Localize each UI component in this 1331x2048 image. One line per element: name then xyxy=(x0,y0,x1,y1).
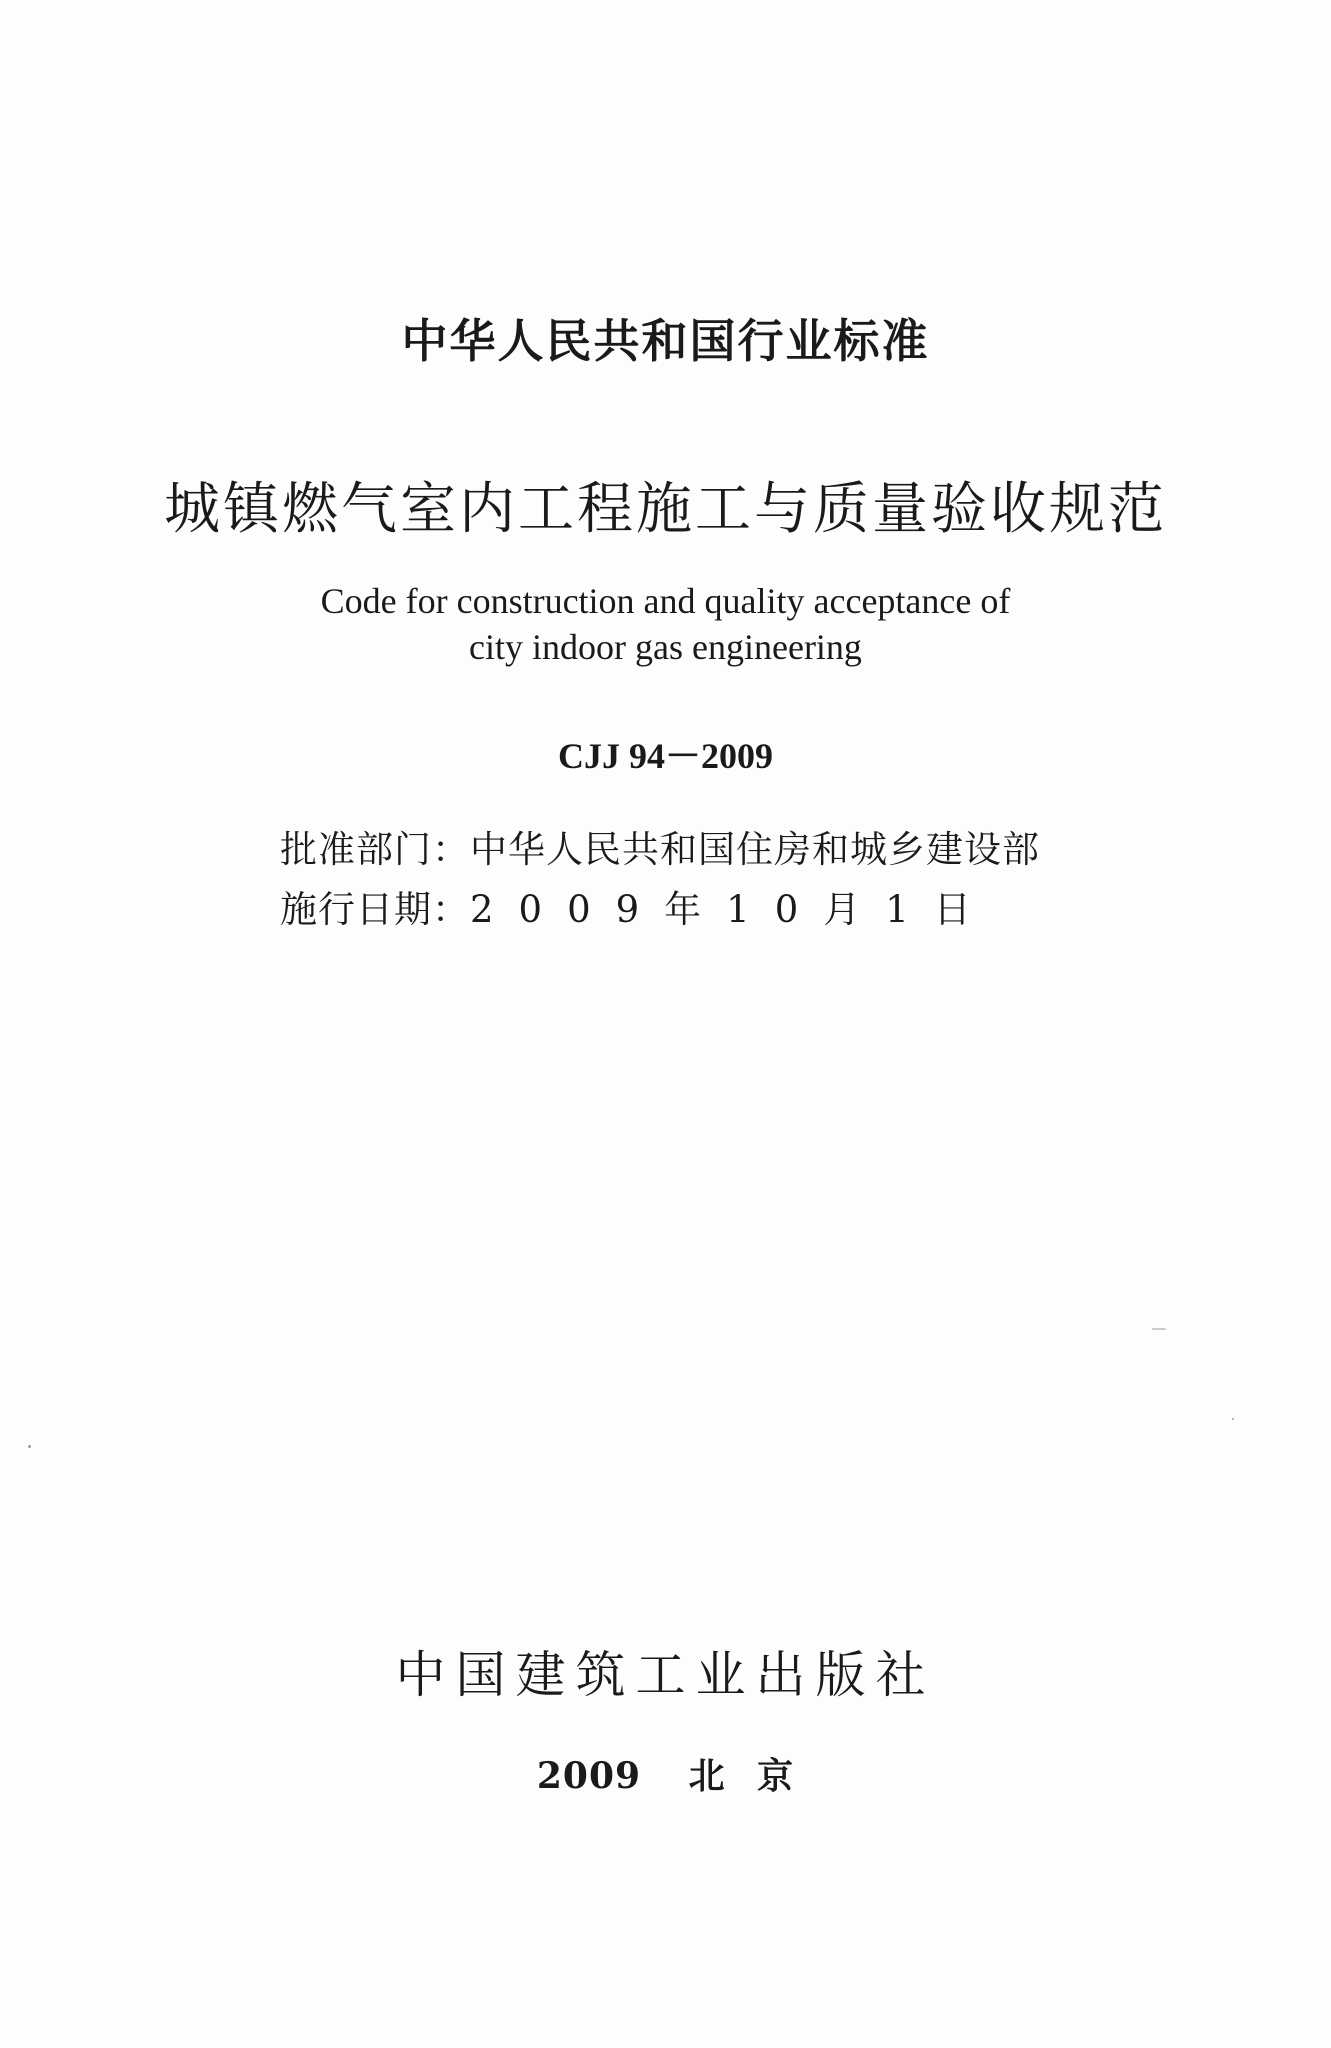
effective-date-value: 2009年10月1日 xyxy=(470,888,996,931)
english-title-line-2: city indoor gas engineering xyxy=(469,627,862,667)
scan-speck xyxy=(1152,1328,1166,1330)
approval-department-value: 中华人民共和国住房和城乡建设部 xyxy=(470,828,1040,871)
standard-type-heading: 中华人民共和国行业标准 xyxy=(401,314,930,368)
approval-department-row xyxy=(280,820,1080,880)
scan-speck xyxy=(28,1445,31,1448)
approval-department-label: 批准部门： xyxy=(280,828,470,871)
chinese-title: 城镇燃气室内工程施工与质量验收规范 xyxy=(164,477,1167,542)
approval-info xyxy=(280,820,1080,940)
publication-year-place xyxy=(0,1748,1331,1799)
english-title xyxy=(0,578,1331,670)
effective-date-label: 施行日期： xyxy=(280,888,470,931)
publication-year: 2009 xyxy=(536,1755,642,1797)
standard-code-number: CJJ 94－2009 xyxy=(558,736,773,776)
english-title-line-1: Code for construction and quality acceptance of xyxy=(320,581,1011,621)
publisher-name: 中国建筑工业出版社 xyxy=(395,1646,936,1704)
effective-date-row xyxy=(280,880,1080,940)
publication-city: 北 京 xyxy=(688,1755,795,1797)
scan-speck xyxy=(1232,1418,1234,1420)
